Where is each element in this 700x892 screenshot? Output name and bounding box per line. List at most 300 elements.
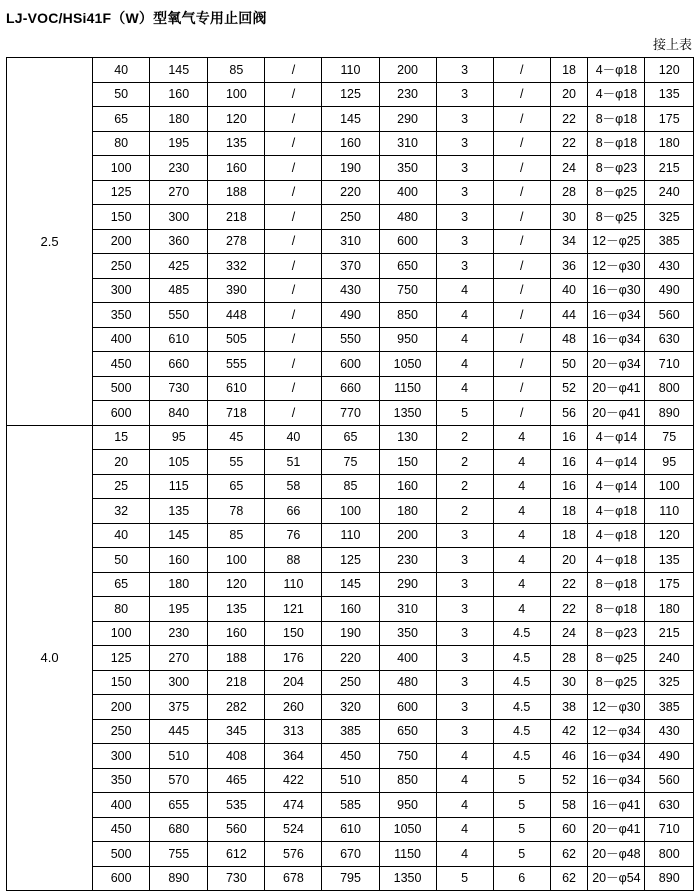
table-cell: 600 [379, 229, 436, 254]
table-cell: 40 [93, 523, 150, 548]
table-cell: / [493, 58, 550, 83]
continued-note: 接上表 [652, 37, 692, 52]
table-cell: 445 [150, 719, 208, 744]
table-cell: 4.5 [493, 646, 550, 671]
table-row [7, 817, 694, 842]
table-row [7, 523, 694, 548]
table-cell: 215 [645, 156, 694, 181]
table-cell: 3 [436, 548, 493, 573]
table-cell: 240 [645, 646, 694, 671]
table-cell: 30 [550, 205, 588, 230]
table-cell: 4 [493, 425, 550, 450]
table-cell: 8－φ18 [588, 597, 645, 622]
table-cell: 4 [436, 793, 493, 818]
table-cell: 345 [208, 719, 265, 744]
table-cell: 160 [208, 621, 265, 646]
table-cell: 310 [379, 597, 436, 622]
table-cell: 30 [550, 670, 588, 695]
table-cell: 4－φ18 [588, 58, 645, 83]
table-cell: 800 [645, 376, 694, 401]
table-cell: 125 [322, 82, 379, 107]
table-cell: 46 [550, 744, 588, 769]
table-cell: 610 [322, 817, 379, 842]
table-cell: 320 [322, 695, 379, 720]
table-cell: 24 [550, 621, 588, 646]
table-cell: 62 [550, 842, 588, 867]
table-cell: 180 [150, 107, 208, 132]
table-cell: 4 [436, 352, 493, 377]
table-cell: 65 [93, 572, 150, 597]
table-cell: 630 [645, 793, 694, 818]
table-cell: 20 [550, 82, 588, 107]
table-cell: 3 [436, 82, 493, 107]
table-cell: 42 [550, 719, 588, 744]
pressure-cell: 2.5 [7, 58, 93, 426]
table-cell: / [493, 327, 550, 352]
table-cell: 52 [550, 768, 588, 793]
table-row [7, 695, 694, 720]
table-cell: / [265, 131, 322, 156]
table-cell: 80 [93, 597, 150, 622]
table-cell: 215 [645, 621, 694, 646]
table-row [7, 597, 694, 622]
table-cell: / [493, 107, 550, 132]
table-cell: 890 [645, 401, 694, 426]
table-cell: 150 [379, 450, 436, 475]
table-cell: 121 [265, 597, 322, 622]
table-cell: 16－φ34 [588, 768, 645, 793]
table-cell: 180 [150, 572, 208, 597]
table-cell: 5 [493, 842, 550, 867]
table-cell: 125 [322, 548, 379, 573]
table-cell: 474 [265, 793, 322, 818]
table-cell: 44 [550, 303, 588, 328]
table-cell: 100 [322, 499, 379, 524]
table-cell: 850 [379, 303, 436, 328]
table-cell: 480 [379, 670, 436, 695]
table-cell: 450 [322, 744, 379, 769]
table-cell: 40 [550, 278, 588, 303]
table-cell: 3 [436, 572, 493, 597]
table-row [7, 646, 694, 671]
table-cell: 3 [436, 523, 493, 548]
table-cell: 505 [208, 327, 265, 352]
table-cell: 8－φ23 [588, 621, 645, 646]
table-cell: 4 [436, 768, 493, 793]
table-cell: / [265, 205, 322, 230]
table-row [7, 572, 694, 597]
table-cell: 25 [93, 474, 150, 499]
table-cell: 110 [265, 572, 322, 597]
table-cell: 8－φ18 [588, 107, 645, 132]
table-cell: 500 [93, 376, 150, 401]
table-cell: 5 [436, 401, 493, 426]
table-cell: 8－φ18 [588, 131, 645, 156]
table-cell: 1050 [379, 817, 436, 842]
table-cell: 48 [550, 327, 588, 352]
table-cell: 200 [93, 695, 150, 720]
table-cell: 408 [208, 744, 265, 769]
table-cell: 88 [265, 548, 322, 573]
table-cell: 510 [322, 768, 379, 793]
table-cell: 4 [436, 744, 493, 769]
table-cell: / [265, 229, 322, 254]
table-cell: 22 [550, 572, 588, 597]
table-cell: 20－φ41 [588, 817, 645, 842]
table-cell: 4.5 [493, 719, 550, 744]
table-cell: / [493, 401, 550, 426]
table-row [7, 58, 694, 83]
table-cell: 40 [93, 58, 150, 83]
table-cell: 200 [379, 523, 436, 548]
table-cell: 120 [645, 58, 694, 83]
table-cell: 730 [208, 866, 265, 891]
table-cell: 850 [379, 768, 436, 793]
table-cell: 160 [150, 548, 208, 573]
table-cell: 500 [93, 842, 150, 867]
pressure-cell: 4.0 [7, 425, 93, 891]
table-row [7, 303, 694, 328]
table-cell: / [265, 156, 322, 181]
table-cell: 535 [208, 793, 265, 818]
table-cell: 750 [379, 744, 436, 769]
table-cell: 400 [93, 327, 150, 352]
table-cell: 135 [208, 597, 265, 622]
table-cell: 560 [208, 817, 265, 842]
table-cell: 76 [265, 523, 322, 548]
table-cell: / [265, 401, 322, 426]
table-cell: 375 [150, 695, 208, 720]
table-cell: 755 [150, 842, 208, 867]
table-cell: 85 [208, 58, 265, 83]
table-cell: 385 [322, 719, 379, 744]
table-cell: / [265, 180, 322, 205]
table-cell: 800 [645, 842, 694, 867]
table-cell: 180 [645, 597, 694, 622]
table-row [7, 327, 694, 352]
table-row [7, 499, 694, 524]
table-cell: 3 [436, 695, 493, 720]
table-cell: 250 [93, 254, 150, 279]
table-cell: 385 [645, 695, 694, 720]
table-cell: 4－φ14 [588, 474, 645, 499]
table-cell: 85 [322, 474, 379, 499]
table-cell: 325 [645, 670, 694, 695]
table-cell: / [265, 352, 322, 377]
table-row [7, 156, 694, 181]
table-cell: 600 [93, 866, 150, 891]
table-cell: 325 [645, 205, 694, 230]
table-cell: 8－φ25 [588, 670, 645, 695]
table-cell: 16 [550, 474, 588, 499]
table-cell: 270 [150, 180, 208, 205]
table-cell: 15 [93, 425, 150, 450]
table-cell: 360 [150, 229, 208, 254]
table-cell: 135 [645, 548, 694, 573]
table-cell: 204 [265, 670, 322, 695]
table-cell: 195 [150, 597, 208, 622]
table-cell: 4 [493, 474, 550, 499]
table-cell: 130 [379, 425, 436, 450]
table-cell: 2 [436, 425, 493, 450]
table-cell: 66 [265, 499, 322, 524]
table-cell: / [265, 82, 322, 107]
table-cell: 3 [436, 107, 493, 132]
table-cell: 890 [645, 866, 694, 891]
table-cell: 600 [379, 695, 436, 720]
table-cell: 4 [493, 523, 550, 548]
table-row [7, 180, 694, 205]
table-cell: 175 [645, 572, 694, 597]
table-row [7, 744, 694, 769]
table-cell: 385 [645, 229, 694, 254]
table-cell: 20 [550, 548, 588, 573]
table-cell: 20－φ54 [588, 866, 645, 891]
table-cell: 4.5 [493, 670, 550, 695]
table-cell: 950 [379, 793, 436, 818]
table-cell: 50 [93, 82, 150, 107]
table-cell: 28 [550, 180, 588, 205]
table-cell: 425 [150, 254, 208, 279]
table-cell: 176 [265, 646, 322, 671]
table-cell: 200 [93, 229, 150, 254]
table-cell: 5 [493, 817, 550, 842]
table-cell: 400 [93, 793, 150, 818]
table-cell: 180 [645, 131, 694, 156]
table-cell: 560 [645, 303, 694, 328]
table-cell: 58 [550, 793, 588, 818]
table-cell: 51 [265, 450, 322, 475]
table-cell: 448 [208, 303, 265, 328]
table-cell: 1350 [379, 401, 436, 426]
table-cell: 650 [379, 719, 436, 744]
table-cell: 600 [322, 352, 379, 377]
table-cell: 450 [93, 352, 150, 377]
table-cell: 105 [150, 450, 208, 475]
table-cell: 250 [322, 670, 379, 695]
table-cell: 12－φ30 [588, 695, 645, 720]
table-cell: 4 [493, 499, 550, 524]
table-cell: 585 [322, 793, 379, 818]
table-cell: 4 [436, 327, 493, 352]
table-cell: / [265, 254, 322, 279]
table-cell: 16 [550, 425, 588, 450]
table-cell: 65 [93, 107, 150, 132]
table-cell: 4－φ14 [588, 450, 645, 475]
table-cell: 58 [265, 474, 322, 499]
table-cell: 400 [379, 180, 436, 205]
table-row [7, 866, 694, 891]
table-cell: 770 [322, 401, 379, 426]
table-cell: 190 [322, 156, 379, 181]
table-cell: 62 [550, 866, 588, 891]
table-cell: 65 [208, 474, 265, 499]
table-cell: 18 [550, 499, 588, 524]
table-cell: 12－φ30 [588, 254, 645, 279]
table-cell: 1150 [379, 376, 436, 401]
table-cell: 250 [322, 205, 379, 230]
table-cell: 34 [550, 229, 588, 254]
table-cell: 20 [93, 450, 150, 475]
table-cell: 290 [379, 107, 436, 132]
table-cell: 250 [93, 719, 150, 744]
table-cell: 332 [208, 254, 265, 279]
table-cell: 1150 [379, 842, 436, 867]
table-cell: / [265, 58, 322, 83]
table-cell: 795 [322, 866, 379, 891]
table-cell: 20－φ41 [588, 401, 645, 426]
table-cell: 125 [93, 646, 150, 671]
table-cell: / [493, 229, 550, 254]
table-row [7, 425, 694, 450]
table-cell: 282 [208, 695, 265, 720]
table-cell: 45 [208, 425, 265, 450]
table-row [7, 278, 694, 303]
table-cell: 100 [208, 82, 265, 107]
table-cell: 840 [150, 401, 208, 426]
table-cell: 175 [645, 107, 694, 132]
table-row [7, 229, 694, 254]
table-cell: 20－φ48 [588, 842, 645, 867]
table-cell: 4 [436, 376, 493, 401]
table-cell: 4－φ18 [588, 548, 645, 573]
table-cell: / [265, 278, 322, 303]
table-row [7, 205, 694, 230]
table-cell: / [265, 107, 322, 132]
table-cell: 120 [208, 572, 265, 597]
table-cell: / [493, 254, 550, 279]
table-cell: 80 [93, 131, 150, 156]
table-row [7, 793, 694, 818]
table-cell: 36 [550, 254, 588, 279]
table-cell: 660 [150, 352, 208, 377]
table-row [7, 474, 694, 499]
table-cell: 150 [93, 670, 150, 695]
table-row [7, 352, 694, 377]
table-cell: 55 [208, 450, 265, 475]
table-cell: 610 [208, 376, 265, 401]
table-cell: / [493, 376, 550, 401]
table-cell: 400 [379, 646, 436, 671]
table-cell: 600 [93, 401, 150, 426]
table-cell: 655 [150, 793, 208, 818]
table-cell: 4.5 [493, 695, 550, 720]
table-cell: 4.5 [493, 621, 550, 646]
table-cell: 560 [645, 768, 694, 793]
table-cell: 150 [265, 621, 322, 646]
table-cell: 350 [379, 156, 436, 181]
spec-table-body [7, 58, 694, 891]
table-cell: 313 [265, 719, 322, 744]
table-cell: 290 [379, 572, 436, 597]
table-cell: 32 [93, 499, 150, 524]
table-cell: 120 [208, 107, 265, 132]
table-cell: / [493, 131, 550, 156]
table-row [7, 548, 694, 573]
table-cell: 430 [322, 278, 379, 303]
table-cell: 300 [93, 278, 150, 303]
table-cell: 364 [265, 744, 322, 769]
table-cell: 188 [208, 180, 265, 205]
table-cell: / [493, 180, 550, 205]
table-cell: 24 [550, 156, 588, 181]
table-cell: 3 [436, 597, 493, 622]
table-cell: 890 [150, 866, 208, 891]
table-cell: 630 [645, 327, 694, 352]
table-row [7, 376, 694, 401]
table-cell: 160 [150, 82, 208, 107]
table-cell: 1350 [379, 866, 436, 891]
table-cell: 4 [436, 303, 493, 328]
table-cell: 3 [436, 229, 493, 254]
table-row [7, 82, 694, 107]
table-cell: 370 [322, 254, 379, 279]
table-cell: 278 [208, 229, 265, 254]
table-cell: 195 [150, 131, 208, 156]
table-cell: 150 [93, 205, 150, 230]
table-cell: 240 [645, 180, 694, 205]
table-cell: 75 [322, 450, 379, 475]
table-cell: 680 [150, 817, 208, 842]
table-cell: 18 [550, 523, 588, 548]
table-cell: / [493, 352, 550, 377]
table-cell: 4 [436, 842, 493, 867]
table-cell: 18 [550, 58, 588, 83]
table-cell: 524 [265, 817, 322, 842]
table-cell: 660 [322, 376, 379, 401]
table-cell: 100 [93, 621, 150, 646]
table-cell: 5 [436, 866, 493, 891]
table-cell: 65 [322, 425, 379, 450]
table-cell: 190 [322, 621, 379, 646]
table-cell: 100 [645, 474, 694, 499]
table-cell: 160 [322, 131, 379, 156]
table-cell: 28 [550, 646, 588, 671]
table-cell: 160 [322, 597, 379, 622]
table-cell: 135 [645, 82, 694, 107]
table-cell: 422 [265, 768, 322, 793]
table-cell: 3 [436, 205, 493, 230]
table-cell: 490 [645, 278, 694, 303]
table-cell: 8－φ18 [588, 572, 645, 597]
table-cell: 718 [208, 401, 265, 426]
table-cell: 95 [645, 450, 694, 475]
table-cell: 8－φ25 [588, 646, 645, 671]
table-cell: 3 [436, 58, 493, 83]
table-cell: 3 [436, 254, 493, 279]
table-cell: 310 [322, 229, 379, 254]
table-row [7, 450, 694, 475]
table-cell: 485 [150, 278, 208, 303]
table-cell: 145 [322, 107, 379, 132]
table-cell: 4 [493, 597, 550, 622]
table-row [7, 401, 694, 426]
table-cell: 430 [645, 719, 694, 744]
table-cell: 20－φ34 [588, 352, 645, 377]
table-cell: 75 [645, 425, 694, 450]
table-cell: 60 [550, 817, 588, 842]
table-cell: 710 [645, 817, 694, 842]
table-cell: 612 [208, 842, 265, 867]
table-cell: 555 [208, 352, 265, 377]
table-cell: 6 [493, 866, 550, 891]
table-cell: 730 [150, 376, 208, 401]
table-cell: / [493, 156, 550, 181]
table-cell: 490 [322, 303, 379, 328]
table-cell: 670 [322, 842, 379, 867]
table-cell: 230 [379, 82, 436, 107]
table-cell: 1050 [379, 352, 436, 377]
